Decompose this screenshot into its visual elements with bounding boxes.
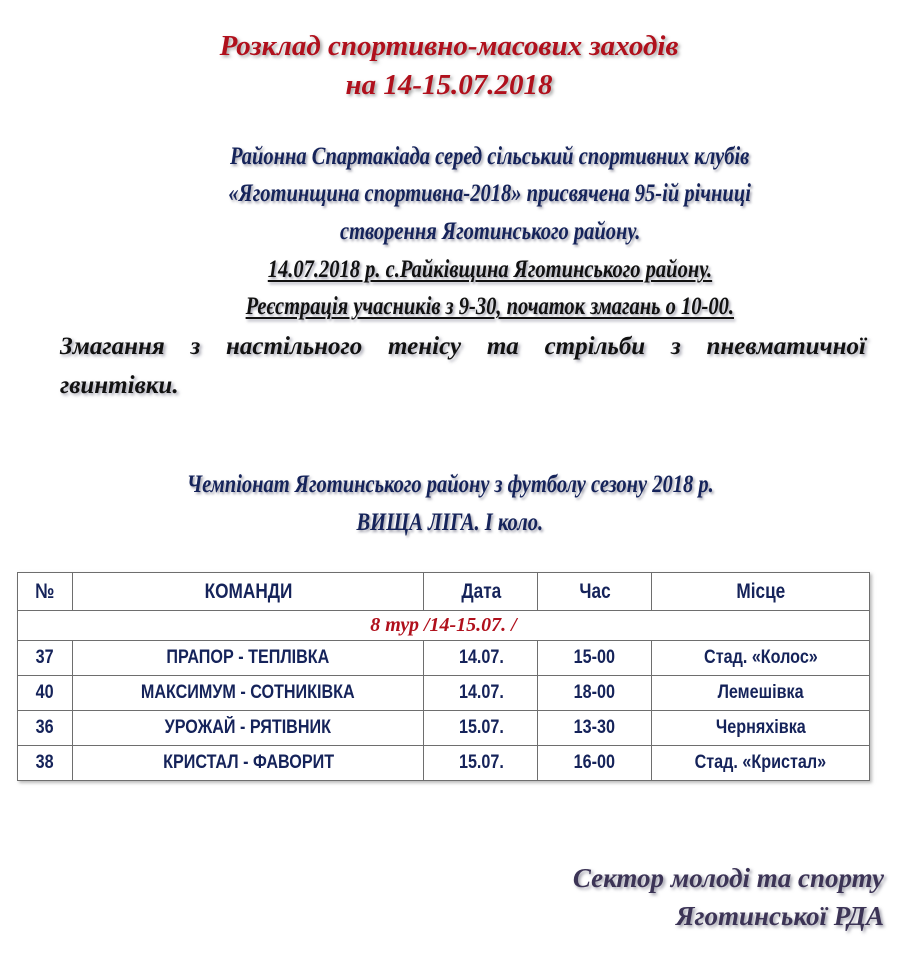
column-header-place: Місце bbox=[652, 573, 870, 611]
match-date: 15.07. bbox=[424, 746, 538, 781]
match-number: 38 bbox=[18, 746, 73, 781]
match-teams: МАКСИМУМ - СОТНИКІВКА bbox=[72, 676, 424, 711]
table-row bbox=[18, 676, 870, 711]
championship-subtitle-wrap bbox=[40, 509, 860, 537]
signature-line-1: Сектор молоді та спорту bbox=[572, 863, 884, 893]
championship-title-wrap bbox=[40, 471, 860, 499]
table-row bbox=[18, 711, 870, 746]
match-teams: ПРАПОР - ТЕПЛІВКА bbox=[72, 641, 424, 676]
match-teams: УРОЖАЙ - РЯТІВНИК bbox=[72, 711, 424, 746]
spartakiad-line-3: створення Яготинського району. bbox=[339, 218, 641, 245]
match-place: Стад. «Кристал» bbox=[652, 746, 870, 781]
spartakiad-line-3-wrap bbox=[120, 218, 860, 246]
match-place: Лемешівка bbox=[652, 676, 870, 711]
tour-row bbox=[18, 611, 870, 641]
match-date: 14.07. bbox=[424, 676, 538, 711]
match-number: 36 bbox=[18, 711, 73, 746]
match-number: 37 bbox=[18, 641, 73, 676]
match-number: 40 bbox=[18, 676, 73, 711]
match-date: 15.07. bbox=[424, 711, 538, 746]
table-header-row bbox=[18, 573, 870, 611]
spartakiad-events-line-1: Змагання з настільного тенісу та стрільби з пневматичної bbox=[60, 333, 866, 360]
spartakiad-line-2: «Яготинщина спортивна-2018» присвячена 95-ій річниці bbox=[228, 180, 752, 207]
column-header-date: Дата bbox=[424, 573, 538, 611]
spartakiad-date-wrap bbox=[120, 256, 860, 284]
page-title-line-1: Розклад спортивно-масових заходів bbox=[219, 30, 679, 62]
spartakiad-registration: Реєстрація учасників з 9-30, початок змагань о 10-00. bbox=[245, 293, 735, 320]
match-time: 13-30 bbox=[538, 711, 652, 746]
match-date: 14.07. bbox=[424, 641, 538, 676]
match-time: 16-00 bbox=[538, 746, 652, 781]
table-row bbox=[18, 641, 870, 676]
match-time: 15-00 bbox=[538, 641, 652, 676]
tour-label: 8 тур /14-15.07. / bbox=[18, 611, 870, 641]
spartakiad-registration-wrap bbox=[100, 293, 880, 321]
spartakiad-events-line-2: гвинтівки. bbox=[60, 372, 179, 399]
column-header-teams: КОМАНДИ bbox=[72, 573, 424, 611]
spartakiad-date-place: 14.07.2018 р. с.Райківщина Яготинського району. bbox=[267, 256, 713, 283]
spartakiad-line-2-wrap bbox=[100, 180, 880, 208]
schedule-table bbox=[17, 572, 870, 781]
spartakiad-line-1: Районна Спартакіада серед сільський спортивних клубів bbox=[230, 143, 750, 170]
signature-line-2: Яготинської РДА bbox=[675, 901, 884, 931]
match-place: Стад. «Колос» bbox=[652, 641, 870, 676]
match-time: 18-00 bbox=[538, 676, 652, 711]
match-place: Черняхівка bbox=[652, 711, 870, 746]
page-title-line-2: на 14-15.07.2018 bbox=[345, 69, 553, 101]
table-row bbox=[18, 746, 870, 781]
championship-title: Чемпіонат Яготинського району з футболу сезону 2018 р. bbox=[186, 471, 714, 498]
column-header-time: Час bbox=[538, 573, 652, 611]
column-header-number: № bbox=[18, 573, 73, 611]
spartakiad-title-block bbox=[120, 143, 860, 171]
championship-subtitle: ВИЩА ЛІГА. І коло. bbox=[356, 509, 544, 536]
match-teams: КРИСТАЛ - ФАВОРИТ bbox=[72, 746, 424, 781]
